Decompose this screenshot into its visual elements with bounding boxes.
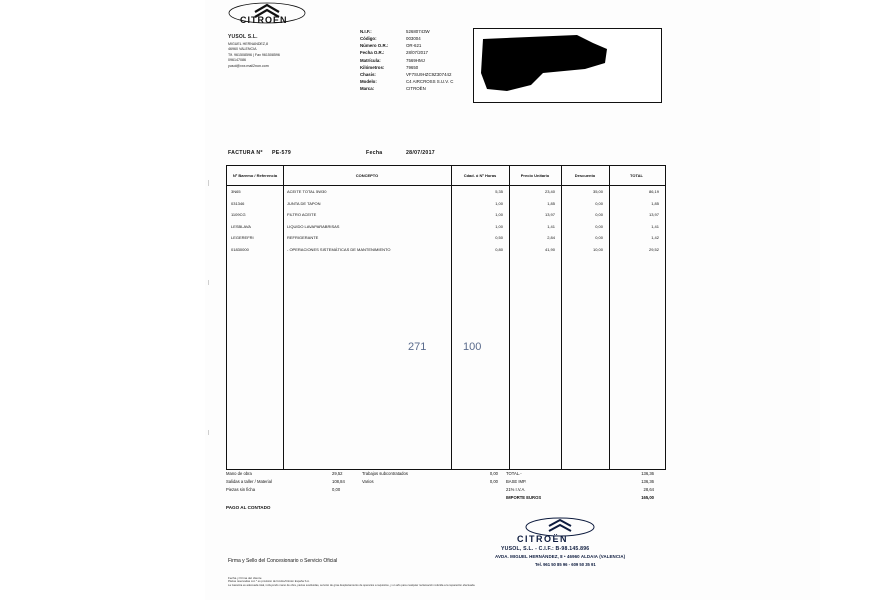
table-row [227, 186, 665, 198]
company-block [228, 34, 338, 70]
cell-total: 1,42 [651, 235, 659, 241]
vehicle-data-row [360, 42, 480, 49]
cell-quantity: 1,00 [495, 200, 503, 206]
handwritten-note-2: 100 [463, 341, 482, 353]
table-row [227, 244, 665, 256]
material-value: 108,84 [332, 479, 345, 484]
cell-concept: LIQUIDO LAVAPARABRISAS [287, 223, 340, 229]
vehicle-data-row [360, 28, 480, 35]
vehicle-data-row [360, 78, 480, 85]
vehicle-data-key: Marca: [360, 86, 375, 91]
total-value: 136,36 [641, 471, 654, 476]
vehicle-data-row [360, 57, 480, 64]
vehicle-data-row [360, 35, 480, 42]
cell-discount: 0,00 [595, 235, 603, 241]
vehicle-data-value: VF7SU9HZC9Z307442 [406, 71, 452, 77]
column-header-total: TOTAL [630, 173, 643, 178]
client-signature-label: Fecha y Firma del cliente [228, 576, 262, 580]
line-items-table [226, 165, 666, 470]
vehicle-data-value: OR-621 [406, 43, 422, 49]
cell-unit-price: 23,40 [544, 189, 555, 195]
brand-wordmark: CITROËN [240, 15, 288, 25]
totals-row [226, 470, 664, 478]
cell-discount: 0,00 [595, 200, 603, 206]
vehicle-data-value: C4 AIRCROSS S.U.V. C [406, 78, 454, 84]
vehicle-data-key: Kilómetros: [360, 64, 385, 70]
column-header-concept: CONCEPTO [355, 173, 379, 178]
vehicle-data-row [360, 49, 480, 56]
cell-concept: ACEITE TOTAL 5W30 [287, 189, 327, 195]
column-header-quantity: Cdad. ó Nº Horas [463, 173, 497, 178]
column-header-discount: Descuento [574, 173, 596, 178]
vehicle-data-key: Código: [360, 36, 377, 42]
page-right-margin [820, 0, 880, 600]
cell-unit-price: 2,84 [547, 235, 555, 241]
base-label: BASE IMP. [506, 479, 527, 484]
cell-concept: JUNTA DE TAPON [287, 200, 321, 206]
cell-discount: 0,00 [595, 212, 603, 218]
iva-value: 28,64 [643, 487, 654, 492]
cell-reference: LEGEREFRI [231, 235, 254, 241]
fine-print-line-2: La Garantía es adecuada total, incluyendo mano de obra, piezas sustituidas, servicio de grúa desplazamiento de operarios a requisitos, y un año para cualquier reclamación referida a la reparación efectuada. [228, 584, 476, 588]
cell-quantity: 0,50 [495, 235, 503, 241]
handwritten-note-1: 271 [408, 341, 427, 353]
signature-label: Firma y Sello del Concesionario o Servicio Oficial [228, 558, 338, 564]
stamp-line-2: AVDA. MIGUEL HERNÁNDEZ, 8 • 46960 ALDAIA (VALENCIA) [495, 554, 626, 559]
vehicle-data-row [360, 71, 480, 78]
vehicle-data-key: Matrícula: [360, 57, 381, 63]
redaction-mark [481, 33, 611, 95]
varios-value: 0,00 [489, 479, 498, 484]
vehicle-data-key: Fecha O.R.: [360, 50, 385, 56]
cell-discount: 35,00 [592, 189, 603, 195]
vehicle-data-key: Chasis: [360, 71, 376, 77]
column-header-reference: Nº Baremo / Referencia [232, 173, 278, 178]
table-body [227, 186, 665, 469]
fine-print-block [228, 576, 658, 588]
total-label: TOTAL.- [506, 471, 522, 476]
totals-row [226, 486, 664, 494]
vehicle-data-value: 79650 [406, 64, 419, 70]
vehicle-data-value: 52680743W [406, 29, 430, 34]
column-header-unit-price: Precio Unitario [520, 173, 550, 178]
cell-total: 13,97 [648, 212, 659, 218]
stamp-line-3: Tel. 961 50 85 96 - 609 50 35 91 [535, 562, 596, 567]
pieces-value: 0,00 [332, 487, 341, 492]
amount-label: IMPORTE EUROS [506, 495, 542, 500]
cell-concept: REFRIGERANTE [287, 235, 319, 241]
cell-reference: LESBLAVA [231, 223, 251, 229]
cell-unit-price: 1,85 [547, 200, 555, 206]
scan-artifact [208, 280, 209, 285]
vehicle-data-value: 28/07/2017 [406, 50, 428, 56]
totals-row [226, 494, 664, 502]
vehicle-data-key: N.I.F.: [360, 29, 372, 34]
subcontract-value: 0,00 [489, 471, 498, 476]
cell-reference: 3N65 [231, 189, 241, 195]
cell-total: 1,41 [651, 223, 659, 229]
cell-quantity: 5,35 [495, 189, 503, 195]
cell-discount: 0,00 [595, 223, 603, 229]
iva-label: 21% I.V.A. [506, 487, 526, 492]
company-line-4: yusol@xxx.mail2non.com [228, 64, 269, 68]
company-name: YUSOL S.L. [228, 34, 258, 40]
pieces-label: Piezas sin ficha [226, 487, 256, 492]
vehicle-data-row [360, 85, 480, 92]
cell-total: 29,52 [648, 246, 659, 252]
cell-reference: 01830000 [231, 246, 249, 252]
company-line-0: MIGUEL HERNANDEZ,8 [228, 41, 269, 46]
cell-concept: - OPERACIONES SISTEMÁTICAS DE MANTENIMIENTO [287, 246, 391, 252]
totals-row [226, 478, 664, 486]
cell-reference: 031346 [231, 200, 245, 206]
fine-print-line-1: Plazas reservadas con * es provisión de fondos/Citroën España S.A. [228, 580, 310, 584]
invoice-date-label: Fecha [366, 150, 383, 156]
cell-quantity: 0,80 [495, 246, 503, 252]
invoice-number-label: FACTURA Nº [228, 150, 263, 156]
cell-quantity: 1,00 [495, 212, 503, 218]
totals-block [226, 470, 664, 502]
vehicle-data-row [360, 64, 480, 71]
payment-note: PAGO AL CONTADO [226, 505, 271, 510]
cell-unit-price: 41,90 [544, 246, 555, 252]
cell-concept: FILTRO ACEITE [287, 212, 317, 218]
stamp-brand: CITROËN [517, 534, 568, 544]
varios-label: Varios [362, 479, 374, 484]
vehicle-data-key: Modelo: [360, 78, 377, 84]
base-value: 136,36 [641, 479, 654, 484]
cell-total: 86,19 [648, 189, 659, 195]
stamp-line-1: YUSOL, S.L. - C.I.F.: B-98.145.896 [501, 546, 590, 552]
amount-value: 165,00 [641, 495, 654, 500]
invoice-number-value: PE-579 [272, 150, 292, 156]
labor-value: 29,52 [332, 471, 343, 476]
vehicle-data-block [360, 28, 480, 92]
cell-discount: 10,00 [592, 246, 603, 252]
labor-label: Mano de obra [226, 471, 252, 476]
company-line-3: 096147086 [228, 58, 246, 63]
table-row [227, 209, 665, 221]
table-row [227, 232, 665, 244]
vehicle-data-value: 7569HMJ [406, 57, 425, 63]
company-line-1: 46960 VALENCIA [228, 47, 257, 52]
cell-total: 1,85 [651, 200, 659, 206]
vehicle-data-value: CITROËN [406, 86, 426, 91]
cell-quantity: 1,00 [495, 223, 503, 229]
vehicle-data-key: Número O.R.: [360, 43, 389, 49]
scan-artifact [208, 180, 209, 186]
page-left-margin [0, 0, 205, 600]
vehicle-data-value: 003004 [406, 36, 421, 42]
company-line-2: Tlf. 961508596 | Fax 961508596 [228, 52, 280, 57]
cell-unit-price: 1,41 [547, 223, 555, 229]
table-row [227, 198, 665, 210]
table-row [227, 221, 665, 233]
table-header-row [227, 166, 665, 186]
invoice-date-value: 28/07/2017 [406, 150, 435, 156]
material-label: Salidas a taller / Material [226, 479, 272, 484]
scan-artifact [208, 430, 209, 435]
cell-reference: 1109CG [231, 212, 246, 218]
subcontract-label: Trabajos subcontratados [362, 471, 408, 476]
cell-unit-price: 13,97 [544, 212, 555, 218]
dealer-stamp [495, 517, 670, 577]
